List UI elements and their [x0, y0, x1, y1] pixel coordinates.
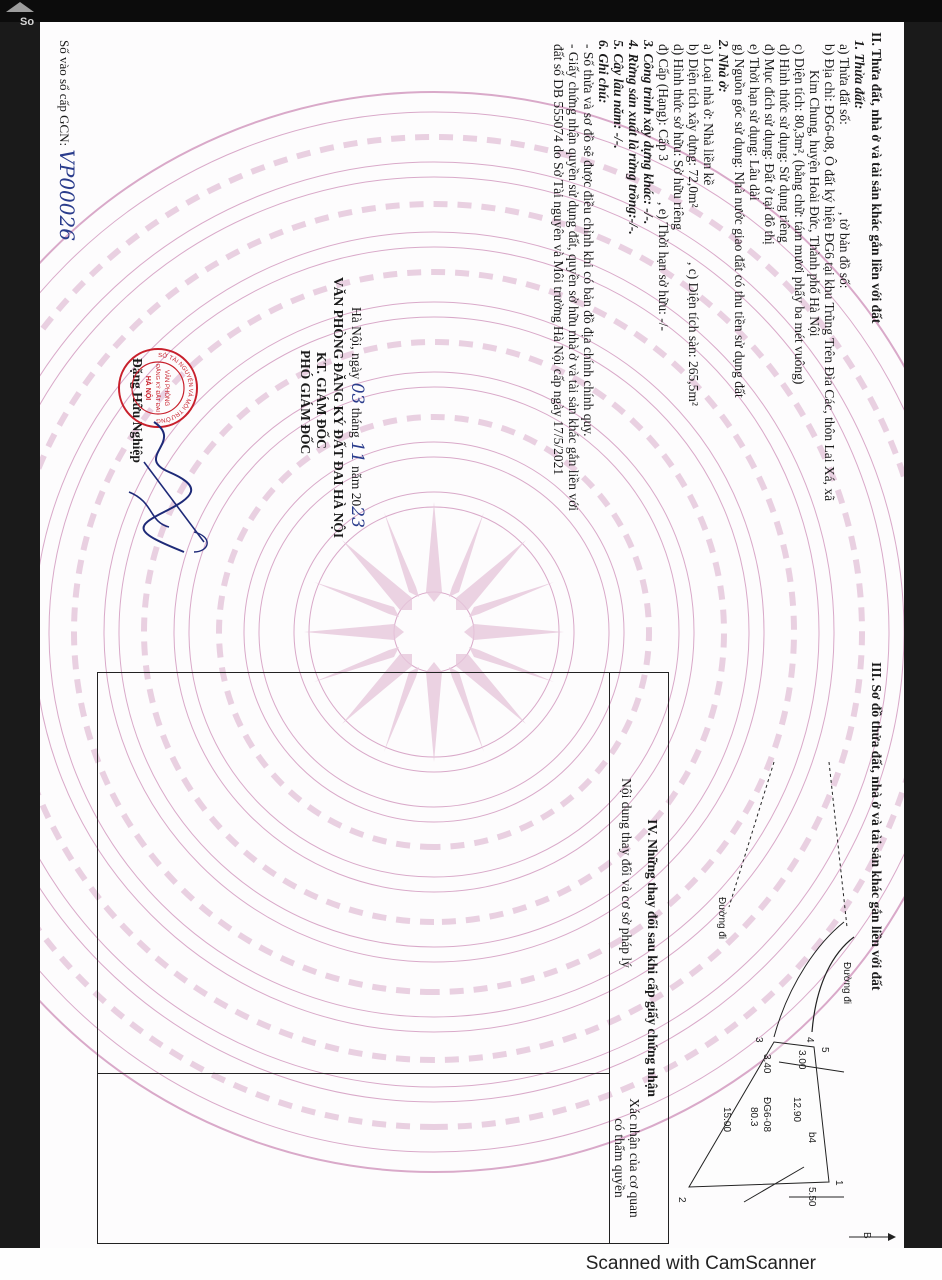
register-line [55, 40, 79, 241]
kt-director: KT. GIÁM ĐỐC [314, 352, 329, 449]
stamp-inner-1: VĂN PHÒNG [163, 369, 169, 407]
usage-purpose: đ) Mục đích sử dụng: Đất ở tại đô thị [762, 44, 777, 245]
notes-heading: 6. Ghi chú: [596, 40, 611, 104]
stamp-inner-3: HÀ NỘI [144, 375, 151, 401]
section3-title: III. Sơ đồ thửa đất, nhà ở và tài sản khác gắn liền với đất [869, 662, 884, 991]
dim-long-left: 12.90 [791, 1097, 802, 1123]
parcel-diagram [669, 642, 904, 1242]
ownership-term: , e) Thời hạn sở hữu: -/- [656, 202, 671, 331]
land-area: c) Diện tích: 80,3m², (bằng chữ: tám mươi phẩy ba mét vuông) [792, 44, 807, 385]
pt-2: 2 [676, 1197, 687, 1203]
table-divider [98, 1073, 610, 1074]
handwritten-signature [114, 402, 224, 562]
pt-3: 3 [753, 1037, 764, 1043]
parcel-area: 80.3 [748, 1107, 759, 1127]
date-day: 03 [347, 382, 367, 405]
col-authority-line-1: Xác nhận của cơ quan [627, 1098, 642, 1218]
date-month-label: tháng [349, 407, 364, 438]
issuing-office: VĂN PHÒNG ĐĂNG KÝ ĐẤT ĐAI HÀ NỘI [331, 277, 346, 539]
pt-5: 5 [819, 1047, 830, 1053]
signer-name: Đặng Hữu Nghiệp [130, 358, 145, 463]
north-label: B [861, 1232, 872, 1239]
address-line-2: Kim Chung, huyện Hoài Đức, Thành phố Hà Nội [807, 70, 822, 337]
dim-top: 5.50 [806, 1187, 817, 1207]
watermark-logo-text: So [20, 16, 35, 28]
ownership-form: d) Hình thức sở hữu: Sở hữu riêng [671, 44, 686, 230]
deputy-director: PHÓ GIÁM ĐỐC [298, 350, 313, 455]
usage-form: d) Hình thức sử dụng: Sử dụng riêng [777, 44, 792, 243]
land-heading: 1. Thửa đất: [852, 40, 867, 110]
top-dark-bar [0, 0, 942, 22]
usage-origin: g) Nguồn gốc sử dụng: Nhà nước giao đất có thu tiền sử dụng đất [732, 44, 747, 398]
rotated-content [40, 22, 904, 1248]
date-prefix: Hà Nội, ngày [349, 307, 364, 380]
perennial-trees: 5. Cây lâu năm: -/-. [611, 40, 626, 149]
parcel-no-label: a) Thửa đất số: [837, 44, 852, 125]
date-month: 11 [347, 441, 367, 463]
stamp-ring-text: SỞ TÀI NGUYÊN VÀ MÔI TRƯỜNG [156, 352, 194, 424]
date-year-label: năm 20 [349, 466, 364, 507]
date-year: 23 [347, 506, 367, 528]
col-authority-line-2: có thẩm quyền [612, 1118, 627, 1198]
changes-table [97, 672, 669, 1244]
house-heading: 2. Nhà ở: [716, 40, 731, 93]
parcel-b4: b4 [806, 1132, 817, 1144]
road-label-left: Đường đi [716, 897, 727, 940]
floor-area: , c) Diện tích sàn: 265,5m² [686, 262, 701, 406]
building-area: b) Diện tích xây dựng: 72,0m² [686, 44, 701, 208]
road-label-top: Đường đi [841, 962, 852, 1005]
house-roof-icon [6, 2, 34, 12]
date-line [347, 307, 367, 528]
pt-1: 1 [833, 1180, 844, 1186]
other-construction: 3. Công trình xây dựng khác: -/-. [641, 40, 656, 225]
dim-long-right: 15.00 [721, 1107, 732, 1133]
dim-3: 3.00 [796, 1050, 807, 1070]
certificate-page [40, 22, 904, 1248]
house-type: a) Loại nhà ở: Nhà liền kề [701, 44, 716, 186]
watermark-logo [4, 2, 42, 32]
note-2a: - Giấy chứng nhận quyền sử dụng đất, quyền sở hữu nhà ở và tài sản khác gắn liền với [566, 44, 581, 512]
register-label: Số vào sổ cấp GCN: [57, 40, 72, 147]
register-number: VP00026 [55, 149, 79, 241]
stamp-inner-2: ĐĂNG KÝ ĐẤT ĐAI [154, 364, 160, 412]
pt-4: 4 [804, 1037, 815, 1043]
usage-term: e) Thời hạn sử dụng: Lâu dài [747, 44, 762, 201]
forest: 4. Rừng sản xuất là rừng trồng:-/-. [626, 40, 641, 235]
camscanner-label: Scanned with CamScanner [585, 1253, 816, 1274]
dim-3-40: 3.40 [761, 1054, 772, 1074]
changes-table-header [609, 673, 668, 1243]
note-2b: đất số DB 555074 do Sở Tài nguyên và Môi trường Hà Nội cấp ngày 17/5/2021 [551, 44, 566, 476]
address-line-1: b) Địa chỉ: ĐG6-08, Ô đất ký hiệu ĐG6 tại khu Trũng Trên Đìa Các, thôn Lai Xá, xã [822, 44, 837, 502]
section4-title: IV. Những thay đổi sau khi cấp giấy chứng nhận [645, 819, 660, 1097]
house-grade: đ) Cấp (Hạng): Cấp 3 [656, 44, 671, 161]
col-change-content: Nội dung thay đổi và cơ sở pháp lý [619, 778, 634, 968]
map-sheet-label: , tờ bản đồ số: [837, 212, 852, 289]
note-1: - Số thửa và sơ đồ sẽ được điều chỉnh khi có bản đồ địa chính chính quy. [581, 44, 596, 437]
section2-title: II. Thửa đất, nhà ở và tài sản khác gắn liền với đất [869, 32, 884, 324]
parcel-id: ĐG6-08 [761, 1097, 772, 1133]
